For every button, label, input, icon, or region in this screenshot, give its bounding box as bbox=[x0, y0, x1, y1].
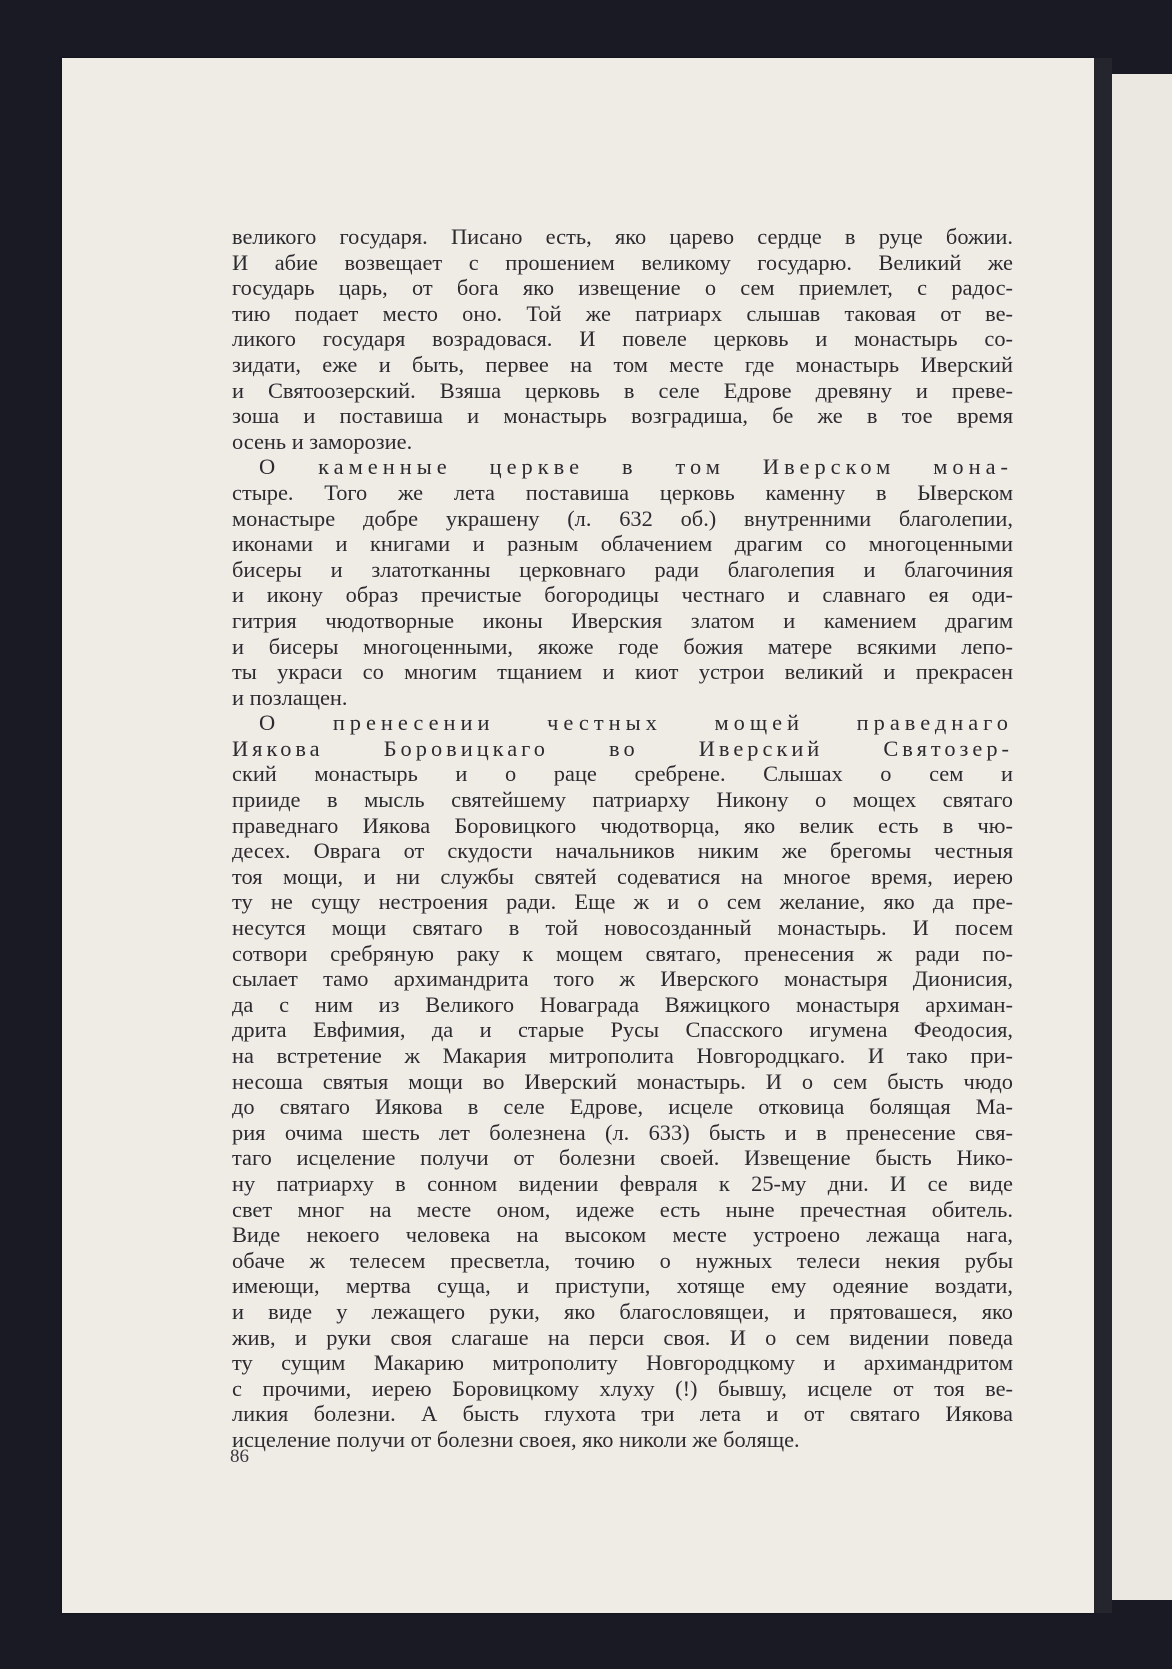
text-line: зидати, еже и быть, первее на том месте где монастырь Иверский bbox=[232, 351, 1013, 377]
text-line: ту не сущу нестроения ради. Еще ж и о сем желание, яко да пре- bbox=[232, 889, 1013, 915]
text-line: и виде у лежащего руки, яко благословящеи, и прятовашеся, яко bbox=[232, 1298, 1013, 1324]
text-line: до святаго Иякова в селе Едрове, исцеле отковица болящая Ма- bbox=[232, 1094, 1013, 1120]
text-line: ну патриарху в сонном видении февраля к 25-му дни. И се виде bbox=[232, 1170, 1013, 1196]
text-line: великого государя. Писано есть, яко царево сердце в руце божии. bbox=[232, 224, 1013, 249]
text-line: и Святоозерский. Взяша церковь в селе Едрове древяну и превe- bbox=[232, 377, 1013, 403]
text-line: ликия болезни. А бысть глухота три лета и от святаго Иякова bbox=[232, 1401, 1013, 1427]
text-line: дрита Евфимия, да и старые Русы Спасского игумена Феодосия, bbox=[232, 1017, 1013, 1043]
text-line: сотвори сребряную раку к мощем святаго, пренесения ж ради по- bbox=[232, 940, 1013, 966]
text-line: рия очима шесть лет болезнена (л. 633) бысть и в пренесение свя- bbox=[232, 1119, 1013, 1145]
text-line: зоша и поставиша и монастырь возградиша, бе же в тое время bbox=[232, 403, 1013, 429]
text-line: обаче ж телесем пресветла, точию о нужных телеси некия рубы bbox=[232, 1247, 1013, 1273]
text-line: И абие возвещает с прошением великому государю. Великий же bbox=[232, 249, 1013, 275]
body-text bbox=[232, 224, 1013, 1453]
text-line: и позлащен. bbox=[232, 684, 348, 710]
text-line: иконами и книгами и разным облачением драгим со многоценными bbox=[232, 531, 1013, 557]
text-line: и бисеры многоценными, якоже годе божия матере всякими лепо- bbox=[232, 633, 1013, 659]
book-spine-gap bbox=[1094, 58, 1112, 1613]
page-number: 86 bbox=[230, 1446, 249, 1467]
text-line: жив, и руки своя слагаше на перси своя. И о сем видении поведа bbox=[232, 1324, 1013, 1350]
text-line: Виде некоего человека на высоком месте устроено лежаща нага, bbox=[232, 1222, 1013, 1248]
text-line: имеющи, мертва суща, и приступи, хотяще ему одеяние воздати, bbox=[232, 1273, 1013, 1299]
text-line: да с ним из Великого Новаграда Вяжицкого монастыря архиман- bbox=[232, 991, 1013, 1017]
text-line: исцеление получи от болезни своея, яко николи же боляще. bbox=[232, 1426, 800, 1452]
text-line: бисеры и златотканны церковнаго ради благолепия и благочиния bbox=[232, 556, 1013, 582]
text-line: праведнаго Иякова Боровицкого чюдотворца, яко велик есть в чю- bbox=[232, 812, 1013, 838]
text-line: Иякова Боровицкаго во Иверский Святозер- bbox=[232, 735, 1013, 761]
text-line: несутся мощи святаго в той новосозданный монастырь. И посем bbox=[232, 915, 1013, 941]
adjacent-page-edge bbox=[1112, 74, 1172, 1600]
text-line: О каменные церкве в том Иверском мона- bbox=[259, 454, 1013, 480]
text-line: ты украси со многим тщанием и киот устрои великий и прекрасен bbox=[232, 659, 1013, 685]
text-line: несоша святыя мощи во Иверский монастырь. И о сем бысть чюдо bbox=[232, 1068, 1013, 1094]
text-line: сылает тамо архимандрита того ж Иверского монастыря Дионисия, bbox=[232, 966, 1013, 992]
text-line: прииде в мысль святейшему патриарху Никону о мощех святаго bbox=[232, 787, 1013, 813]
text-line: свет мног на месте оном, идеже есть ныне пречестная обитель. bbox=[232, 1196, 1013, 1222]
text-line: тоя мощи, и ни службы святей содеватися на многое время, иерею bbox=[232, 863, 1013, 889]
text-line: на встретение ж Макария митрополита Новгородцкаго. И тако при- bbox=[232, 1043, 1013, 1068]
text-line: гитрия чюдотворные иконы Иверския златом и камением драгим bbox=[232, 607, 1013, 633]
text-line: ликого государя возрадовася. И повеле церковь и монастырь со- bbox=[232, 326, 1013, 352]
text-line: таго исцеление получи от болезни своей. Извещение бысть Нико- bbox=[232, 1145, 1013, 1171]
text-line: осень и заморозие. bbox=[232, 428, 413, 454]
text-line: с прочими, иерею Боровицкому хлуху (!) бывшу, исцеле от тоя ве- bbox=[232, 1375, 1013, 1401]
text-line: О пренесении честных мощей праведнаго bbox=[259, 710, 1013, 736]
text-line: ту сущим Макарию митрополиту Новгородцкому и архимандритом bbox=[232, 1350, 1013, 1376]
text-line: государь царь, от бога яко извещение о сем приемлет, с радос- bbox=[232, 275, 1013, 301]
text-line: тию подает место оно. Той же патриарх слышав таковая от ве- bbox=[232, 300, 1013, 326]
text-line: ский монастырь и о раце сребрене. Слышах о сем и bbox=[232, 761, 1013, 787]
text-line: и икону образ пречистые богородицы честнаго и славнаго ея оди- bbox=[232, 582, 1013, 608]
text-line: десех. Оврага от скудости начальников никим же брегомы честныя bbox=[232, 838, 1013, 864]
text-line: стыре. Того же лета поставиша церковь каменну в Ыверском bbox=[232, 479, 1013, 505]
text-line: монастыре добре украшену (л. 632 об.) внутренними благолепии, bbox=[232, 505, 1013, 531]
